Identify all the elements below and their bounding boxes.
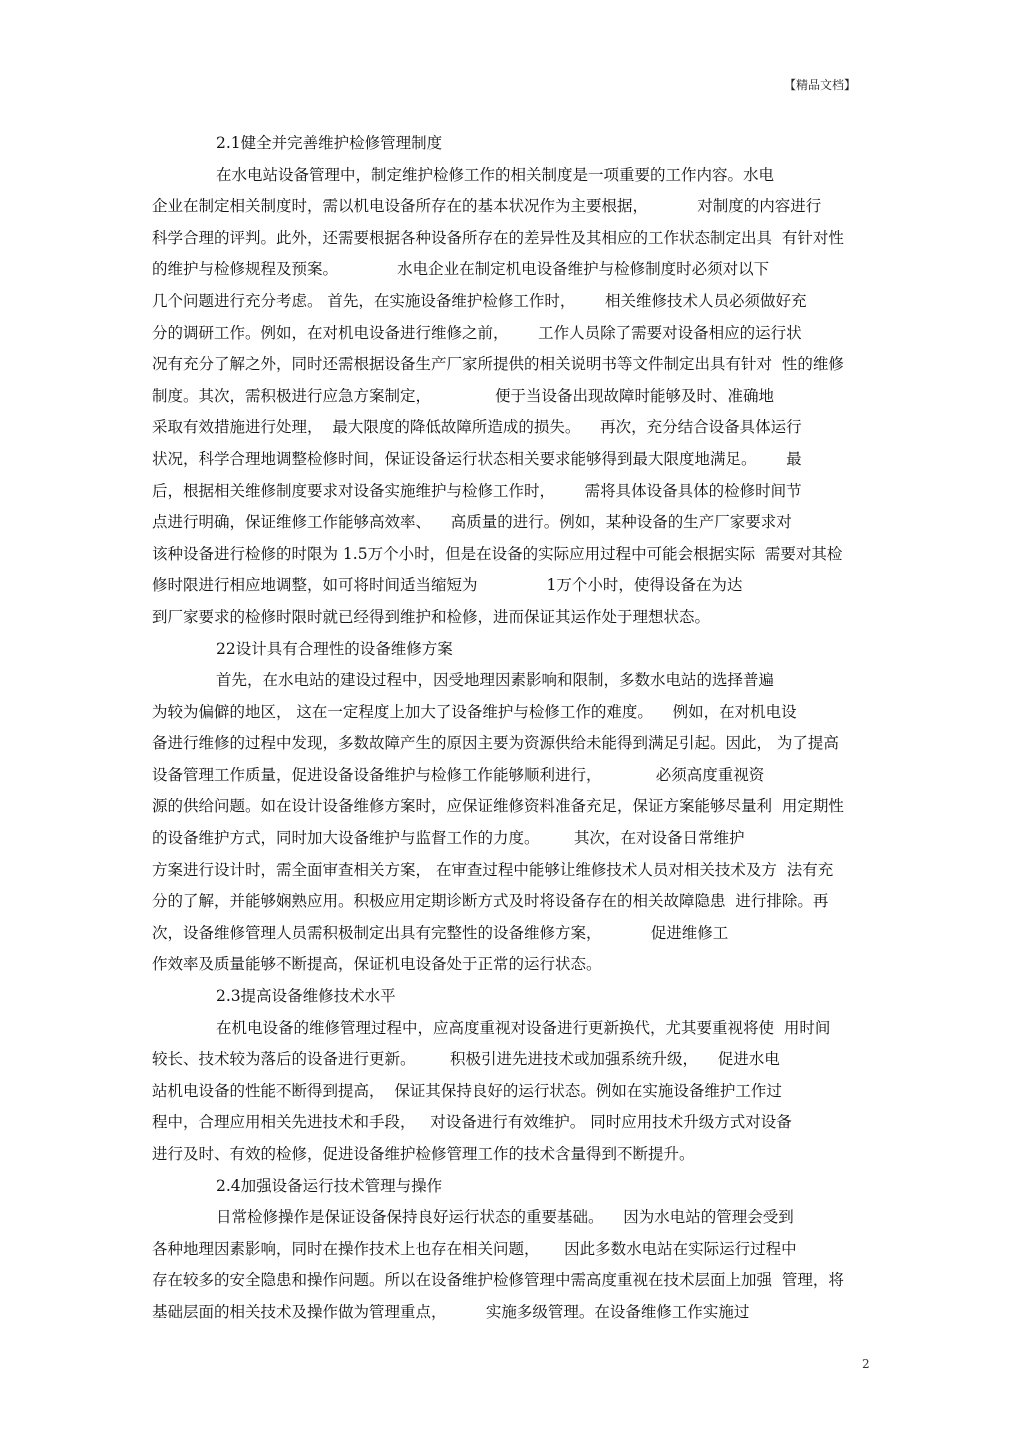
section-heading: 2.4加强设备运行技术管理与操作 [216,1176,443,1195]
text-line: 方案进行设计时，需全面审查相关方案， 在审查过程中能够让维修技术人员对相关技术及方 法有充 [152,860,834,879]
text-line: 后，根据相关维修制度要求对设备实施维护与检修工作时， 需将具体设备具体的检修时间节 [152,481,802,500]
text-line: 为较为偏僻的地区， 这在一定程度上加大了设备维护与检修工作的难度。 例如，在对机电设 [152,702,797,721]
text-line: 分的调研工作。例如，在对机电设备进行维修之前， 工作人员除了需要对设备相应的运行状 [152,323,802,342]
text-line: 程中，合理应用相关先进技术和手段， 对设备进行有效维护。 同时应用技术升级方式对设备 [152,1113,792,1132]
text-line: 况有充分了解之外，同时还需根据设备生产厂家所提供的相关说明书等文件制定出具有针对 性的维修 [152,355,844,374]
text-line: 存在较多的安全隐患和操作问题。所以在设备维护检修管理中需高度重视在技术层面上加强 管理，将 [152,1271,844,1290]
text-line: 设备管理工作质量，促进设备设备维护与检修工作能够顺利进行， 必须高度重视资 [152,765,765,784]
text-line: 较长、技术较为落后的设备进行更新。 积极引进先进技术或加强系统升级， 促进水电 [152,1050,780,1069]
text-line: 状况，科学合理地调整检修时间，保证设备运行状态相关要求能够得到最大限度地满足。 最 [152,449,802,468]
text-line: 日常检修操作是保证设备保持良好运行状态的重要基础。 因为水电站的管理会受到 [216,1208,794,1227]
text-line: 的设备维护方式，同时加大设备维护与监督工作的力度。 其次，在对设备日常维护 [152,829,745,848]
section-heading: 2.1健全并完善维护检修管理制度 [216,134,443,152]
text-line: 科学合理的评判。此外，还需要根据各种设备所存在的差异性及其相应的工作状态制定出具 有针对性 [152,228,844,247]
text-line: 到厂家要求的检修时限时就已经得到维护和检修，进而保证其运作处于理想状态。 [152,607,711,626]
text-line: 采取有效措施进行处理， 最大限度的降低故障所造成的损失。 再次，充分结合设备具体运行 [152,418,802,437]
text-line: 进行及时、有效的检修，促进设备维护检修管理工作的技术含量得到不断提升。 [152,1145,695,1163]
text-line: 作效率及质量能够不断提高，保证机电设备处于正常的运行状态。 [152,955,602,974]
text-line: 几个问题进行充分考虑。 首先，在实施设备维护检修工作时， 相关维修技术人员必须做好充 [152,291,807,310]
text-line: 首先，在水电站的建设过程中，因受地理因素影响和限制，多数水电站的选择普遍 [216,671,775,690]
section-heading: 22设计具有合理性的设备维修方案 [216,639,453,658]
section-heading: 2.3提高设备维修技术水平 [216,987,396,1006]
document-body [152,128,872,1329]
text-line: 次，设备维修管理人员需积极制定出具有完整性的设备维修方案， 促进维修工 [152,923,729,942]
text-line: 基础层面的相关技术及操作做为管理重点， 实施多级管理。在设备维修工作实施过 [152,1302,750,1321]
text-line: 备进行维修的过程中发现，多数故障产生的原因主要为资源供给未能得到满足引起。因此， 为了提高 [152,734,839,753]
text-line: 该种设备进行检修的时限为 1.5万个小时，但是在设备的实际应用过程中可能会根据实际 需要对其检 [152,544,843,563]
text-line: 在机电设备的维修管理过程中，应高度重视对设备进行更新换代，尤其要重视将使 用时间 [216,1018,831,1037]
page-number: 2 [862,1357,870,1371]
text-line: 的维护与检修规程及预案。 水电企业在制定机电设备维护与检修制度时必须对以下 [152,260,770,279]
header-tag: 【精品文档】 [783,78,856,92]
text-line: 源的供给问题。如在设计设备维修方案时，应保证维修资料准备充足，保证方案能够尽量利 用定期性 [152,797,844,816]
text-line: 分的了解，并能够娴熟应用。积极应用定期诊断方式及时将设备存在的相关故障隐患 进行排除。再 [152,892,829,911]
text-line: 修时限进行相应地调整，如可将时间适当缩短为 1万个小时，使得设备在为达 [152,576,743,595]
text-line: 点进行明确，保证维修工作能够高效率、 高质量的进行。例如，某种设备的生产厂家要求对 [152,513,792,532]
text-line: 企业在制定相关制度时，需以机电设备所存在的基本状况作为主要根据， 对制度的内容进行 [152,197,822,216]
text-line: 各种地理因素影响，同时在操作技术上也存在相关问题， 因此多数水电站在实际运行过程中 [152,1239,797,1258]
text-line: 在水电站设备管理中，制定维护检修工作的相关制度是一项重要的工作内容。水电 [216,165,775,184]
text-line: 制度。其次，需积极进行应急方案制定， 便于当设备出现故障时能够及时、准确地 [152,386,775,405]
text-line: 站机电设备的性能不断得到提高， 保证其保持良好的运行状态。例如在实施设备维护工作过 [152,1081,782,1100]
